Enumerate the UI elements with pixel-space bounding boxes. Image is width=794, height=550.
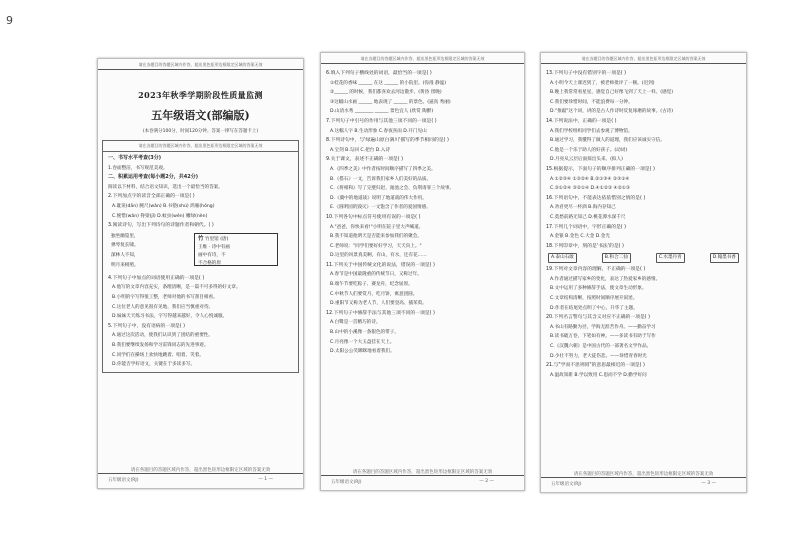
- question-line: 21.与"学而不思则罔"的意思最相近的一项是( ): [546, 363, 645, 369]
- question-option: E.《圆明园的毁灭》一文饱含了作者的爱国情感。: [330, 205, 431, 211]
- question-line: 19.下列对文章内容的理解，不正确的一项是( ): [546, 267, 646, 273]
- question-option: A.我们学校组织同学们去参观了博物馆。: [550, 128, 633, 134]
- question-line: 2.下列加点字的读音全部正确的一项是( ): [108, 194, 195, 200]
- question-line: 6.填入下列句子横线处的词语，最恰当的一项是( ): [326, 71, 432, 76]
- question-option: A.劝君更尽一杯酒 B.海内存知己: [550, 205, 616, 211]
- page-footer: [541, 472, 746, 492]
- question-option: A."爸爸，你快来看!"小明在院子里大声喊道。: [330, 224, 424, 230]
- question-line: 15.根据提示，下面句子的顺序排列正确的一项是( ): [546, 166, 655, 172]
- question-option: C.同学们在操场上欢快地跳着、唱着、笑着。: [112, 352, 204, 358]
- question-option: C.莫愁前路无知己 D.桃花潭水深千尺: [550, 214, 626, 220]
- page-footer: [321, 470, 524, 490]
- poem-lines: [111, 232, 139, 270]
- page-corner-mark: 9: [6, 14, 13, 27]
- exam-page-3: [540, 52, 747, 493]
- poem-note-line: 画中有诗，不: [198, 252, 226, 258]
- question-option: C.月亮像一个大玉盘挂在天上。: [330, 339, 395, 345]
- question-line: 17.下列几个词语中，字形正确的是( ): [546, 224, 627, 230]
- question-option: D.作者在结尾处点明了中心，升华了主题。: [550, 305, 638, 311]
- question-option: C.③①②④ ③②①④ D.④①②③ ④②①③: [550, 186, 630, 192]
- question-list: [541, 64, 746, 382]
- page-footer: [98, 468, 303, 488]
- question-option: C.他是一个乐于助人的好孩子。(动词): [550, 147, 628, 153]
- question-option: B.我们要继续发扬和学习雷锋同志的先进事迹。: [112, 342, 209, 348]
- question-option: A.白鹭是一首精巧的诗。: [330, 320, 381, 326]
- question-option: D.月亮从云层后面探出头来。(拟人): [550, 157, 623, 163]
- question-option: C.文章结构清晰，按照时间顺序展开叙述。: [550, 296, 638, 302]
- poem-line: 弹琴复长啸。: [111, 243, 139, 249]
- exam-instructions: (本卷满分100分，时间120分钟。答案一律写在答题卡上): [142, 129, 259, 134]
- question-line: 18.下列印章中，刻的是'书法'的是( ): [546, 243, 624, 249]
- question-option: D.重阳节又称为老人节，人们要登高、插茱萸。: [330, 301, 427, 307]
- question-line: 阅读以下材料，结合语文知识，选出一个最恰当的答案。: [108, 184, 223, 190]
- question-option: ①桂花的香味 ______ 在这 ______ 的小院里。(弥漫 静谧): [330, 80, 447, 86]
- footer-note: 请在各题目的答题区域内作答，超出黑色矩形边框限定区域的答案无效: [352, 470, 493, 475]
- question-option: A.金银 B.金色 C.大金 D.金光: [550, 234, 610, 240]
- footer-page-number: — 1 —: [258, 477, 273, 482]
- question-line: 10.下列各句中标点符号使用有误的一项是( ): [326, 214, 421, 220]
- poem-note-box: [194, 233, 278, 266]
- question-option: B.读书破万卷，下笔如有神。——多读书有助于写作: [550, 334, 656, 340]
- seal-option: C.水墨丹青: [656, 253, 685, 263]
- question-option: A.书山有路勤为径，学海无涯苦作舟。——勤奋学习: [550, 324, 656, 330]
- question-option: B.我不知道他明天是否能来参加我们的聚会。: [330, 234, 422, 240]
- footer-page-number: — 3 —: [701, 481, 716, 486]
- answer-region-header: 请在各题目的答题区域内作答，超出黑色矩形边框限定区域的答案无效: [103, 140, 298, 152]
- question-line: 13.下列句子中没有错别字的一项是( ): [546, 71, 627, 76]
- question-group: [546, 265, 741, 380]
- question-line: 9.关于课文，表述不正确的一项是( ): [326, 157, 404, 163]
- question-option: C.《将相和》写了完璧归赵、渑池之会、负荆请罪三个故事。: [330, 186, 455, 192]
- seal-option: B.和合二仙: [602, 253, 631, 263]
- question-option: B.山中的小溪像一条银色的带子。: [330, 330, 399, 336]
- question-option: A.春节是中国最隆重的传统节日，又称过年。: [330, 272, 422, 278]
- seal-option: A.泰山石敢: [548, 253, 577, 263]
- question-option: A.他写的文章内容充实，条理清晰，是一篇不可多得的好文章。: [112, 285, 241, 291]
- question-option: C.老师说："同学们要好好学习，天天向上。": [330, 243, 422, 249]
- question-line: 4.下列句子中加点的词语使用正确的一项是( ): [108, 275, 205, 281]
- question-option: B.《搭石》一文，告诉我们家乡人们美好的品质。: [330, 176, 432, 182]
- question-option: ③这幅山水画 ______ 地表现了 ______ 的景色。(逼真 秀丽): [330, 99, 451, 105]
- question-line: 5.下列句子中，没有语病的一项是( ): [108, 323, 186, 329]
- footer-subject: 五年级语文(RJ): [108, 478, 139, 483]
- question-option: D.妹妹天天练习书法，字写得越来越好，令人心悦诚服。: [112, 314, 228, 320]
- footer-note: 请在各题目的答题区域内作答，超出黑色矩形边框限定区域的答案无效: [130, 468, 271, 473]
- question-option: A.这幅人字 B.生动形象 C.春夜喜雨 D.开门见山: [330, 128, 427, 134]
- question-option: D.太阳公公笑眯眯地看着我们。: [330, 349, 395, 355]
- question-line: 1.卷面整洁，书写规范美观。: [108, 165, 168, 171]
- question-option: A.耽误(dān) 腕尺(wǎn) B.书塾(shú) 鸿雁(hóng): [112, 203, 215, 209]
- question-option: A.作者通过描写家乡的变化，表达了热爱家乡的感情。: [550, 276, 661, 282]
- poem-block: [108, 232, 293, 272]
- question-line: 16.下列语句中，不能表达依依惜别之情的是( ): [546, 195, 646, 201]
- question-option: D.山清水秀 ________ ______ 景色宜人 (欣赏 陶醉): [330, 109, 434, 115]
- answer-region: [102, 140, 299, 373]
- poem-line: 独坐幽篁里，: [111, 233, 139, 239]
- question-option: C.这位老人的意见很有见地，我们应当慎重对待。: [112, 304, 214, 310]
- page-header-note: 请在各题目的答题区域内作答，超出黑色矩形边框限定区域的答案无效: [98, 59, 303, 70]
- question-option: D.少壮不努力，老大徒伤悲。——珍惜青春时光: [550, 353, 647, 359]
- poem-line: 明月来相照。: [111, 262, 139, 268]
- question-line: 二、积累运用考查(每小题2分，共42分): [108, 174, 199, 181]
- question-line: 3.阅读诗句，写出下列诗句的诗题作者和朝代。( ): [108, 223, 214, 229]
- question-group: [546, 69, 741, 251]
- question-option: D.这里的风景真美啊，有山，有水，还有花……: [330, 253, 427, 259]
- question-option: A.通过这次活动，使我们认识到了团结的重要性。: [112, 333, 213, 339]
- question-option: B.端午节要吃粽子、赛龙舟，纪念屈原。: [330, 282, 413, 288]
- poem-note-char: 竹: [198, 235, 204, 242]
- seal-option: D.翰墨书香: [710, 253, 739, 263]
- question-line: 12.下列句子中修辞手法与其他三项不同的一项是( ): [326, 310, 435, 316]
- poem-note-line: 竹里馆 (唐): [204, 236, 229, 242]
- question-line: 14.下列说法中，正确的一项是( ): [546, 118, 617, 124]
- question-option: C.《汉魏六朝》是中国古代的一部著名文学作品。: [550, 344, 652, 350]
- page-header-note: 请在各题目的答题区域内作答，超出黑色矩形边框限定区域的答案无效: [541, 53, 746, 64]
- exam-title: 2023年秋季学期阶段性质量监测: [138, 90, 263, 100]
- footer-subject: 五年级语文(RJ): [331, 480, 362, 485]
- question-option: A.宝剑 B.勾回 C.把台 D.入诗: [330, 147, 390, 153]
- question-line: 20.下列名言警句与其含义对应不正确的一项是( ): [546, 315, 651, 321]
- exam-page-2: [320, 52, 525, 491]
- page-header-note: 请在各题目的答题区域内作答，超出黑色矩形边框限定区域的答案无效: [321, 53, 524, 64]
- question-line: 一、书写水平考查(3分): [108, 155, 162, 161]
- question-option: C.惋惜(wǎn) 脊梁(jǐ) D.蚊虫(wén) 嫩绿(nèn): [112, 213, 208, 219]
- question-list: [321, 64, 524, 359]
- footer-subject: 五年级语文(RJ): [551, 482, 582, 487]
- question-option: A.《四季之美》中作者按时间顺序描写了四季之美。: [330, 166, 436, 172]
- question-option: A.小明今天上课迟到了，被老师批评了一顿。(迟到): [550, 80, 655, 86]
- question-option: A.①②③④ ①③②④ B.②①③④ ②③①④: [550, 176, 630, 182]
- question-option: B.通过学习，我懂得了做人的道理，我们应该诚实守信。: [550, 138, 665, 144]
- question-line: 7.下列句子中引号的作用与其他三项不同的一项是( ): [326, 118, 437, 124]
- question-option: D.《冀中的地道战》说明了地道战的伟大作用。: [330, 195, 427, 201]
- exam-page-1: [97, 58, 304, 489]
- footer-note: 请在各题目的答题区域内作答，超出黑色矩形边框限定区域的答案无效: [573, 472, 714, 477]
- question-option: C.中秋节人们要赏月、吃月饼，寓意团圆。: [330, 291, 418, 297]
- question-option: B.小明的字写得很工整，老师对他的书写刮目相看。: [112, 294, 218, 300]
- poem-note-line: 不合格的原: [198, 260, 221, 266]
- poem-line: 深林人不知，: [111, 252, 139, 258]
- question-line: 8.下列诗句中，与'绿遍山原白满川'描写的季节相同的是( ): [326, 138, 449, 144]
- question-option: B.晚上我常常看星星，感觉自己好像飞到了天上一样。(感觉): [550, 90, 674, 96]
- question-option: D.你能否学好语文，关键在于多读多写。: [112, 362, 196, 368]
- exam-subtitle: 五年级语文(部编版): [151, 109, 250, 122]
- seal-options: [546, 251, 741, 265]
- question-option: C.我们要珍惜时间，不能浪费每一分钟。: [550, 99, 633, 105]
- question-option: ②______ 的时候，我们都喜欢去河边散步。(黄昏 傍晚): [330, 90, 442, 96]
- footer-page-number: — 2 —: [479, 479, 494, 484]
- question-option: B.文中运用了多种修辞手法，使文章生动形象。: [550, 286, 647, 292]
- question-line: 11.下列关于中国传统文化的说法，错误的一项是( ): [326, 262, 435, 268]
- poem-note-line: 王维 · 诗中有画: [198, 244, 230, 250]
- question-option: A.温故知新 B.学以致用 C.思而不学 D.勤学好问: [550, 372, 647, 378]
- question-option: D."推敲"这个词，讲的是古人作诗时反复琢磨的故事。(古诗): [550, 109, 674, 115]
- question-list: [103, 152, 298, 372]
